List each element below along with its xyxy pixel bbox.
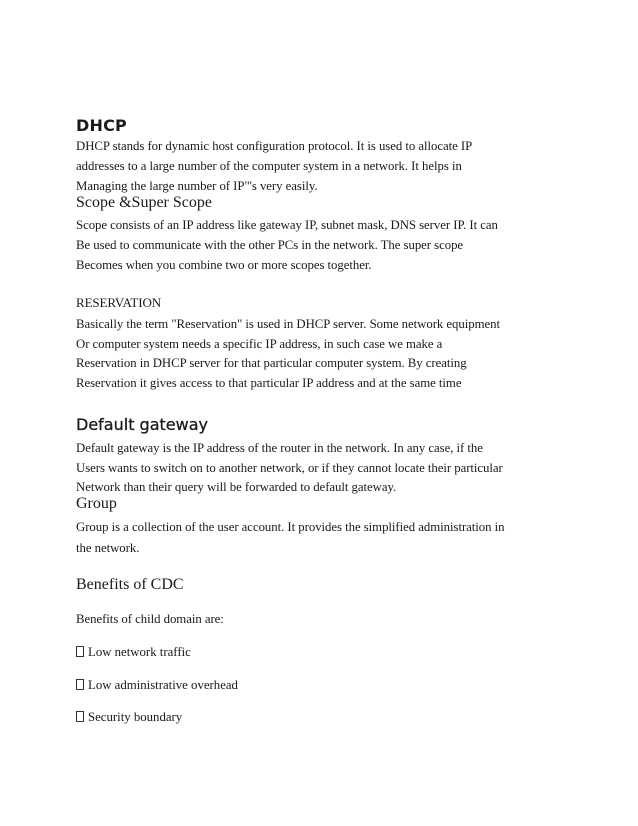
- reservation-line-3: Reservation in DHCP server for that particular computer system. By creating: [76, 356, 467, 370]
- scope-line-3: Becomes when you combine two or more scopes together.: [76, 258, 372, 272]
- bullet-icon: [76, 679, 84, 690]
- benefits-intro: Benefits of child domain are:: [76, 612, 224, 626]
- reservation-line-4: Reservation it gives access to that particular IP address and at the same time: [76, 376, 462, 390]
- bullet-icon: [76, 646, 84, 657]
- group-line-2: the network.: [76, 541, 140, 555]
- benefit-item: [76, 642, 191, 662]
- benefit-item-label: Security boundary: [88, 710, 183, 724]
- dhcp-heading: DHCP: [76, 116, 127, 135]
- reservation-heading: RESERVATION: [76, 295, 162, 310]
- benefits-heading: Benefits of CDC: [76, 576, 184, 593]
- benefit-item: [76, 707, 182, 727]
- reservation-line-2: Or computer system needs a specific IP address, in such case we make a: [76, 337, 443, 351]
- benefit-item: [76, 675, 238, 695]
- group-heading: Group: [76, 495, 117, 512]
- benefit-item-label: Low administrative overhead: [88, 678, 238, 692]
- default-gateway-line-2: Users wants to switch on to another network, or if they cannot locate their particular: [76, 461, 503, 475]
- dhcp-line-3: Managing the large number of IP"'s very easily.: [76, 179, 318, 193]
- reservation-line-1: Basically the term "Reservation" is used in DHCP server. Some network equipment: [76, 317, 500, 331]
- bullet-icon: [76, 711, 84, 722]
- default-gateway-line-1: Default gateway is the IP address of the router in the network. In any case, if the: [76, 441, 483, 455]
- group-line-1: Group is a collection of the user account. It provides the simplified administration in: [76, 520, 505, 534]
- benefit-item-label: Low network traffic: [88, 645, 191, 659]
- default-gateway-line-3: Network than their query will be forwarded to default gateway.: [76, 480, 397, 494]
- dhcp-line-1: DHCP stands for dynamic host configuration protocol. It is used to allocate IP: [76, 139, 473, 153]
- dhcp-line-2: addresses to a large number of the computer system in a network. It helps in: [76, 159, 462, 173]
- scope-heading: Scope &Super Scope: [76, 194, 212, 211]
- default-gateway-heading: Default gateway: [76, 415, 208, 434]
- scope-line-2: Be used to communicate with the other PCs in the network. The super scope: [76, 238, 464, 252]
- scope-line-1: Scope consists of an IP address like gateway IP, subnet mask, DNS server IP. It can: [76, 218, 498, 232]
